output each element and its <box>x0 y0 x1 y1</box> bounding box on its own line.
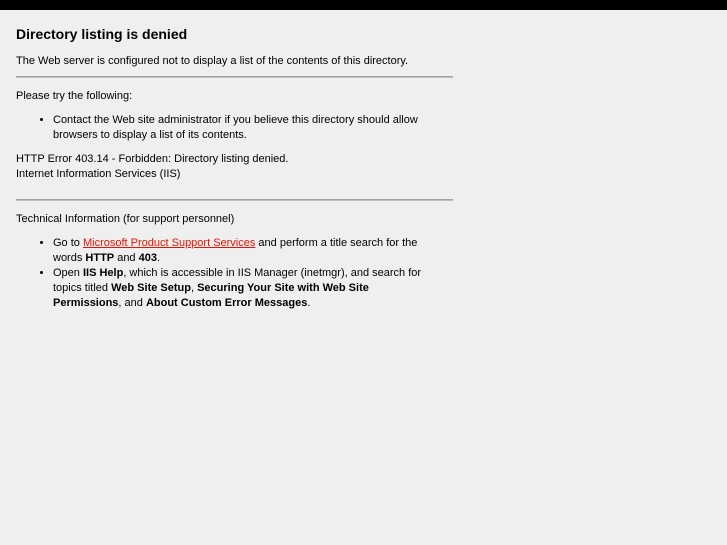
goto-text: Go to <box>53 237 83 249</box>
divider-bottom <box>16 199 453 201</box>
iis-text: Internet Information Services (IIS) <box>16 168 181 180</box>
final-period-text: . <box>307 297 311 309</box>
comma-text: , <box>190 282 198 294</box>
error-page-content <box>16 26 453 311</box>
http-error-text: HTTP Error 403.14 - Forbidden: Directory listing denied. <box>16 153 289 165</box>
open-text: Open <box>53 267 83 279</box>
http-keyword: HTTP <box>85 252 115 264</box>
top-black-bar <box>0 0 727 10</box>
securing-keyword-part2: Permissions <box>53 297 119 309</box>
words-text: words <box>53 252 86 264</box>
after-help-text: , which is accessible in IIS Manager (inetmgr), and search for <box>123 267 422 279</box>
comma-and-text: , and <box>118 297 146 309</box>
suggestion-line2: browsers to display a list of its contents. <box>53 129 247 141</box>
technical-heading: Technical Information (for support personnel) <box>16 213 235 225</box>
403-keyword: 403 <box>138 252 157 264</box>
web-site-setup-keyword: Web Site Setup <box>111 282 191 294</box>
after-link-text: and perform a title search for the <box>255 237 418 249</box>
list-item-support-services <box>53 236 453 266</box>
suggestions-list <box>16 113 453 143</box>
period-text: . <box>156 252 161 264</box>
microsoft-support-link[interactable]: Microsoft Product Support Services <box>82 237 256 249</box>
divider-top <box>16 76 453 78</box>
and-text: and <box>114 252 139 264</box>
iis-help-keyword: IIS Help <box>82 267 124 279</box>
please-try-heading: Please try the following: <box>16 90 133 102</box>
custom-errors-keyword: About Custom Error Messages <box>145 297 308 309</box>
securing-keyword-part1: Securing Your Site with Web Site <box>197 282 369 294</box>
page-title: Directory listing is denied <box>16 26 188 42</box>
list-item-contact-admin <box>53 113 453 143</box>
intro-text: The Web server is configured not to display a list of the contents of this directory. <box>16 55 409 67</box>
suggestion-line1: Contact the Web site administrator if you believe this directory should allow <box>53 114 418 126</box>
technical-list <box>16 236 453 311</box>
error-code-block <box>16 152 453 182</box>
list-item-iis-help <box>53 266 453 311</box>
topics-text: topics titled <box>53 282 112 294</box>
